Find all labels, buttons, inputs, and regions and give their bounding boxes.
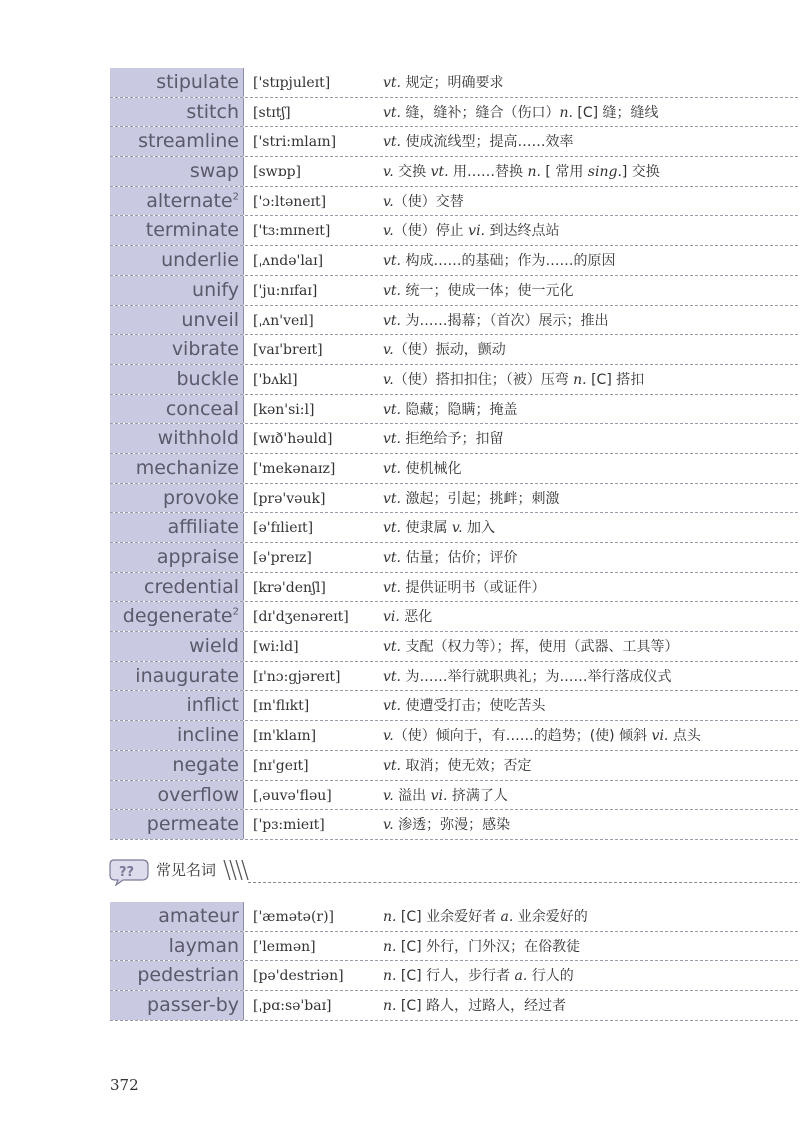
definition-text: 为……揭幕；（首次）展示；推出 xyxy=(401,312,609,329)
headword xyxy=(110,365,244,394)
phonetic: [ˌʌndə'laɪ] xyxy=(253,253,324,270)
definition-text: 为……举行就职典礼；为……举行落成仪式 xyxy=(401,668,672,685)
headword-text: underlie xyxy=(161,249,239,272)
phonetic: [dɪ'dʒenəreɪt] xyxy=(253,609,349,626)
headword xyxy=(110,961,244,990)
definition-text: 交换 xyxy=(393,164,431,181)
definition xyxy=(383,810,510,839)
definition xyxy=(383,306,608,335)
headword-text: amateur xyxy=(158,905,239,927)
definition-text: 统一；使成一体；使一元化 xyxy=(401,282,574,299)
definition xyxy=(383,932,580,961)
table-row xyxy=(110,632,800,662)
phonetic: [ˌəuvə'fləu] xyxy=(253,787,332,804)
table-row xyxy=(110,691,800,721)
definition-text: 使遭受打击；使吃苦头 xyxy=(401,698,546,715)
headword xyxy=(110,454,244,483)
headword xyxy=(110,932,244,961)
part-of-speech: vt. xyxy=(383,312,401,329)
headword-text: layman xyxy=(168,934,239,957)
verb-vocabulary-table xyxy=(110,68,800,840)
definition xyxy=(383,157,660,186)
headword-text: conceal xyxy=(165,397,239,420)
phonetic: ['pɜ:mieɪt] xyxy=(253,817,325,834)
table-row xyxy=(110,932,800,962)
part-of-speech: n. xyxy=(383,938,397,955)
table-row xyxy=(110,961,800,991)
phonetic: ['leɪmən] xyxy=(253,938,316,955)
headword xyxy=(110,395,244,424)
part-of-speech: n. xyxy=(383,968,397,985)
headword xyxy=(110,335,244,364)
definition xyxy=(383,721,701,750)
headword-text: negate xyxy=(172,753,239,776)
part-of-speech: vt. xyxy=(383,401,401,418)
headword xyxy=(110,751,244,780)
definition-text: [C] 外行，门外汉；在俗教徒 xyxy=(396,938,581,955)
headword-text: withhold xyxy=(157,427,239,450)
section-title: 常见名词 xyxy=(156,861,217,879)
headword-text: degenerate xyxy=(122,605,233,628)
phonetic: [ˌpɑ:sə'baɪ] xyxy=(253,998,332,1015)
part-of-speech: vt. xyxy=(383,431,401,448)
table-row xyxy=(110,127,800,157)
definition-text: （使）倾向于，有……的趋势；(使) 倾斜 xyxy=(393,728,652,745)
table-row xyxy=(110,602,800,632)
headword xyxy=(110,662,244,691)
part-of-speech: vt. xyxy=(383,668,401,685)
definition-text: 提供证明书（或证件） xyxy=(401,579,546,596)
part-of-speech: vi. xyxy=(430,787,448,804)
headword-text: stipulate xyxy=(156,71,239,93)
definition-text: 隐藏；隐瞒；掩盖 xyxy=(401,401,518,418)
definition-text: 使成流线型；提高……效率 xyxy=(401,134,574,151)
table-row xyxy=(110,157,800,187)
headword xyxy=(110,68,244,97)
definition xyxy=(383,98,659,127)
phonetic: [wi:ld] xyxy=(253,639,299,656)
headword-text: provoke xyxy=(163,486,239,509)
phonetic: ['ju:nɪfaɪ] xyxy=(253,282,318,299)
part-of-speech: vi. xyxy=(468,223,485,240)
table-row xyxy=(110,335,800,365)
headword-text: terminate xyxy=(145,219,239,242)
part-of-speech: n. xyxy=(559,104,573,121)
definition-text: （使）交替 xyxy=(393,193,464,210)
part-of-speech: v. xyxy=(383,164,394,181)
definition xyxy=(383,691,545,720)
headword-text: pedestrian xyxy=(137,964,239,987)
phonetic: [vaɪ'breɪt] xyxy=(253,342,323,359)
table-row xyxy=(110,781,800,811)
phonetic: ['stri:mlaɪn] xyxy=(253,134,337,151)
definition xyxy=(383,543,517,572)
definition-text: ] 交换 xyxy=(621,164,660,181)
headword xyxy=(110,484,244,513)
headword xyxy=(110,810,244,839)
definition xyxy=(383,68,503,97)
table-row xyxy=(110,424,800,454)
definition-text: 取消；使无效；否定 xyxy=(401,757,532,774)
headword xyxy=(110,573,244,602)
definition xyxy=(383,781,508,810)
definition-text: 挤满了人 xyxy=(447,787,508,804)
part-of-speech: vt. xyxy=(383,698,401,715)
headword-text: alternate xyxy=(146,189,233,212)
table-row xyxy=(110,513,800,543)
headword-text: inaugurate xyxy=(135,664,239,687)
headword xyxy=(110,424,244,453)
definition-text: 使机械化 xyxy=(401,460,462,477)
section-header-common-nouns xyxy=(108,854,800,888)
part-of-speech: v. xyxy=(383,223,394,240)
part-of-speech: a. xyxy=(514,968,528,985)
part-of-speech: vt. xyxy=(383,579,401,596)
headword-text: passer-by xyxy=(147,994,239,1017)
definition-text: 缝，缝补；缝合（伤口） xyxy=(401,104,560,121)
definition-text: （使）搭扣扣住；（被）压弯 xyxy=(393,371,574,388)
definition xyxy=(383,335,506,364)
part-of-speech: vi. xyxy=(651,728,669,745)
headword-text: swap xyxy=(189,160,239,183)
definition-text: 到达终点站 xyxy=(485,223,560,240)
definition-text: [C] 搭扣 xyxy=(586,371,645,388)
phonetic: [nɪ'geɪt] xyxy=(253,757,309,774)
table-row xyxy=(110,454,800,484)
headword xyxy=(110,632,244,661)
part-of-speech: vt. xyxy=(383,282,401,299)
phonetic: [wɪð'həuld] xyxy=(253,431,333,448)
table-row xyxy=(110,216,800,246)
definition xyxy=(383,454,461,483)
part-of-speech: v. xyxy=(383,193,394,210)
part-of-speech: vt. xyxy=(430,164,449,181)
definition xyxy=(383,902,588,931)
part-of-speech: a. xyxy=(500,909,514,925)
definition xyxy=(383,961,574,990)
speech-bubble-icon xyxy=(108,856,152,886)
page-number: 372 xyxy=(110,1076,139,1094)
definition-text: 恶化 xyxy=(399,609,433,626)
definition-text: 估量；估价；评价 xyxy=(401,550,518,566)
definition xyxy=(383,187,464,216)
table-row xyxy=(110,187,800,217)
part-of-speech: sing. xyxy=(587,164,622,181)
phonetic: [kən'si:l] xyxy=(253,401,315,418)
headword-text: wield xyxy=(189,635,239,658)
part-of-speech: vt. xyxy=(383,75,401,91)
phonetic: [prə'vəuk] xyxy=(253,490,326,507)
table-row xyxy=(110,395,800,425)
part-of-speech: vt. xyxy=(383,134,401,151)
headword xyxy=(110,691,244,720)
definition xyxy=(383,365,644,394)
headword xyxy=(110,781,244,810)
headword-text: vibrate xyxy=(171,338,239,361)
phonetic: ['stɪpjuleɪt] xyxy=(253,75,331,91)
headword-text: buckle xyxy=(176,367,239,390)
phonetic: [ɪ'nɔ:gjəreɪt] xyxy=(253,668,341,685)
definition-text: [ 常用 xyxy=(540,164,588,181)
phonetic: [ɪn'flɪkt] xyxy=(253,698,310,715)
headword-text: streamline xyxy=(138,130,239,153)
definition xyxy=(383,216,559,245)
part-of-speech: n. xyxy=(527,164,541,181)
definition-text: 使隶属 xyxy=(401,520,452,537)
definition xyxy=(383,602,432,631)
definition-text: [C] 业余爱好者 xyxy=(396,909,501,925)
part-of-speech: vi. xyxy=(383,609,400,626)
svg-text:??: ?? xyxy=(119,865,135,880)
headword xyxy=(110,543,244,572)
headword-text: incline xyxy=(176,724,239,747)
noun-vocabulary-table xyxy=(110,902,800,1021)
table-row xyxy=(110,543,800,573)
part-of-speech: n. xyxy=(573,371,587,388)
headword-text: inflict xyxy=(186,694,239,717)
part-of-speech: v. xyxy=(383,817,394,834)
headword-text: overflow xyxy=(157,783,239,806)
definition xyxy=(383,424,503,453)
definition-text: 用……替换 xyxy=(448,164,528,181)
phonetic: [ˌʌn'veɪl] xyxy=(253,312,314,329)
definition xyxy=(383,513,495,542)
phonetic: ['mekənaɪz] xyxy=(253,460,336,477)
table-row xyxy=(110,276,800,306)
definition xyxy=(383,662,671,691)
headword-text: appraise xyxy=(156,546,239,568)
table-row xyxy=(110,991,800,1021)
table-row xyxy=(110,365,800,395)
definition-text: 行人的 xyxy=(527,968,574,985)
table-row xyxy=(110,68,800,98)
headword xyxy=(110,513,244,542)
definition xyxy=(383,632,678,661)
part-of-speech: n. xyxy=(383,998,397,1015)
headword-text: stitch xyxy=(186,100,239,123)
definition-text: 支配（权力等）；挥，使用（武器、工具等） xyxy=(401,639,679,656)
headword xyxy=(110,98,244,127)
definition-text: [C] 路人，过路人，经过者 xyxy=(396,998,567,1015)
headword xyxy=(110,902,244,931)
headword-text: unveil xyxy=(181,308,239,331)
part-of-speech: vt. xyxy=(383,104,401,121)
headword-text: credential xyxy=(144,575,239,598)
definition xyxy=(383,246,615,275)
definition-text: 点头 xyxy=(668,728,701,745)
definition-text: 渗透；弥漫；感染 xyxy=(393,817,511,834)
table-row xyxy=(110,246,800,276)
headword xyxy=(110,157,244,186)
headword xyxy=(110,721,244,750)
phonetic: ['ɔ:ltəneɪt] xyxy=(253,193,327,210)
definition xyxy=(383,573,545,602)
table-row xyxy=(110,751,800,781)
definition-text: （使）停止 xyxy=(393,223,469,240)
definition xyxy=(383,751,531,780)
part-of-speech: vt. xyxy=(383,757,401,774)
definition-text: [C] 缝；缝线 xyxy=(572,104,659,121)
phonetic: ['æmətə(r)] xyxy=(253,909,335,925)
phonetic: [stɪtʃ] xyxy=(253,104,291,121)
headword xyxy=(110,127,244,156)
phonetic: [ɪn'klaɪn] xyxy=(253,728,317,745)
headword xyxy=(110,216,244,245)
headword-text: affiliate xyxy=(167,516,239,539)
phonetic: [swɒp] xyxy=(253,164,302,181)
definition-text: 拒绝给予；扣留 xyxy=(401,431,504,448)
headword xyxy=(110,602,244,631)
headword-text: permeate xyxy=(146,813,239,836)
part-of-speech: v. xyxy=(383,371,394,388)
decorative-stripes xyxy=(220,858,250,882)
headword xyxy=(110,187,244,216)
definition xyxy=(383,991,566,1020)
headword-text: unify xyxy=(192,278,239,301)
table-row xyxy=(110,98,800,128)
definition-text: 构成……的基础；作为……的原因 xyxy=(401,253,616,270)
definition-text: 激起；引起；挑衅；刺激 xyxy=(401,490,560,507)
definition-text: 规定；明确要求 xyxy=(401,75,504,91)
definition-text: 加入 xyxy=(462,520,496,537)
definition xyxy=(383,484,559,513)
table-row xyxy=(110,662,800,692)
definition-text: 业余爱好的 xyxy=(513,909,588,925)
part-of-speech: vt. xyxy=(383,490,401,507)
part-of-speech: vt. xyxy=(383,520,401,537)
table-row xyxy=(110,810,800,840)
phonetic: [pə'destriən] xyxy=(253,968,344,985)
headword xyxy=(110,276,244,305)
phonetic: [ə'preɪz] xyxy=(253,550,312,566)
part-of-speech: v. xyxy=(383,787,394,804)
definition-text: [C] 行人，步行者 xyxy=(396,968,515,985)
phonetic: [krə'denʃl] xyxy=(253,579,326,596)
part-of-speech: n. xyxy=(383,909,397,925)
definition xyxy=(383,127,573,156)
definition xyxy=(383,276,573,305)
phonetic: ['tɜ:mɪneɪt] xyxy=(253,223,331,240)
table-row xyxy=(110,721,800,751)
headword xyxy=(110,246,244,275)
phonetic: ['bʌkl] xyxy=(253,371,298,388)
definition-text: （使）振动，颤动 xyxy=(393,342,506,359)
part-of-speech: v. xyxy=(383,728,394,745)
headword xyxy=(110,306,244,335)
phonetic: [ə'fɪlieɪt] xyxy=(253,520,314,537)
table-row xyxy=(110,573,800,603)
table-row xyxy=(110,902,800,932)
definition-text: 溢出 xyxy=(393,787,431,804)
part-of-speech: vt. xyxy=(383,253,401,270)
definition xyxy=(383,395,517,424)
headword xyxy=(110,991,244,1020)
sense-number: 2 xyxy=(232,191,239,203)
section-rule xyxy=(248,882,800,883)
sense-number: 2 xyxy=(232,607,239,619)
headword-text: mechanize xyxy=(135,456,239,479)
part-of-speech: vt. xyxy=(383,550,401,566)
part-of-speech: vt. xyxy=(383,460,401,477)
part-of-speech: v. xyxy=(383,342,394,359)
table-row xyxy=(110,306,800,336)
table-row xyxy=(110,484,800,514)
part-of-speech: vt. xyxy=(383,639,401,656)
part-of-speech: v. xyxy=(451,520,463,537)
